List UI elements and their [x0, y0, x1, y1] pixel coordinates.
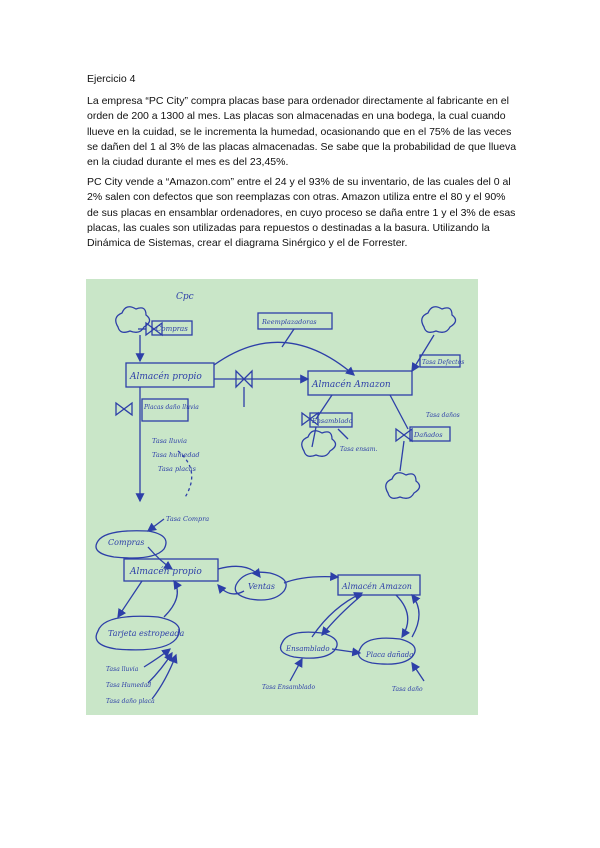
label-tasa-humedad-top: Tasa humedad [152, 451, 200, 459]
exercise-heading: Ejercicio 4 [87, 73, 136, 85]
label-tasa-lluvia-top: Tasa lluvia [152, 437, 187, 445]
diagram-drawing [86, 279, 478, 715]
label-tasa-danos-top: Tasa daños [426, 412, 460, 419]
sink-cloud-1 [302, 431, 336, 457]
label-almacen-propio-top: Almacén propio [130, 372, 202, 382]
label-tasa-ensamblado-causal: Tasa Ensamblado [262, 684, 316, 691]
label-tasa-defectos: Tasa Defectos [422, 359, 465, 366]
exercise-paragraph-2: PC City vende a “Amazon.com” entre el 24 y el 93% de su inventario, de las cuales del 0 al 2% salen con defectos que son reemplazas con otras. Amazon utiliza entre el 80 y el 90% de sus placas en ensamblar ordenadores, en cuyo proceso se daña entre 1 y el 3% de esas placas, las cuales son utilizadas para repuestos o destinadas a la basura. Utilizando la Dinámica de Sistemas, crear el diagrama Sinérgico y el de Forrester. [87, 176, 516, 250]
label-tasa-ensamblado-top: Tasa ensam. [340, 446, 378, 453]
label-almacen-amazon-top: Almacén Amazon [312, 380, 391, 390]
sink-cloud-2 [386, 473, 420, 499]
label-almacen-propio-causal: Almacén propio [130, 567, 202, 577]
label-ensamblado-causal: Ensamblado [286, 645, 330, 653]
label-tasa-placas-top: Tasa placas [158, 465, 196, 473]
defect-cloud [422, 307, 456, 333]
label-cpc: Cpc [176, 292, 194, 302]
label-tasa-dano-causal: Tasa daño [392, 686, 423, 693]
label-compras-top: Compras [156, 325, 188, 333]
label-compras-causal: Compras [108, 538, 145, 547]
label-danados-top: Dañados [414, 431, 443, 439]
label-ventas: Ventas [248, 582, 276, 591]
label-almacen-amazon-causal: Almacén Amazon [342, 582, 412, 591]
label-reemplazadoras: Reemplazadoras [262, 318, 317, 326]
label-placas-dano: Placas daño lluvia [144, 404, 199, 411]
handwritten-diagram-photo [86, 279, 478, 715]
label-tasa-compra: Tasa Compra [166, 515, 210, 523]
label-tasa-humedad-causal: Tasa Humedad [106, 682, 152, 689]
label-tasa-lluvia-causal: Tasa lluvia [106, 666, 139, 673]
label-tarjeta-estropeada: Tarjeta estropeada [108, 629, 185, 638]
label-placa-danada: Placa dañada [366, 651, 414, 659]
label-ensamblado-top: Ensamblado [312, 417, 353, 425]
label-tasa-dano-placa: Tasa daño placa [106, 698, 155, 705]
exercise-paragraph-1: La empresa “PC City” compra placas base para ordenador directamente al fabricante en el orden de 200 a 1300 al mes. Las placas son almacenadas en una bodega, la cual cuando llueve en la cuidad, se le incrementa la humedad, ocasionando que en el 75% de las veces se dañen del 1 al 3% de las placas almacenadas. Se sabe que la probabilidad de que llueva en la ciudad durante el mes es del 23,45%. [87, 95, 517, 169]
